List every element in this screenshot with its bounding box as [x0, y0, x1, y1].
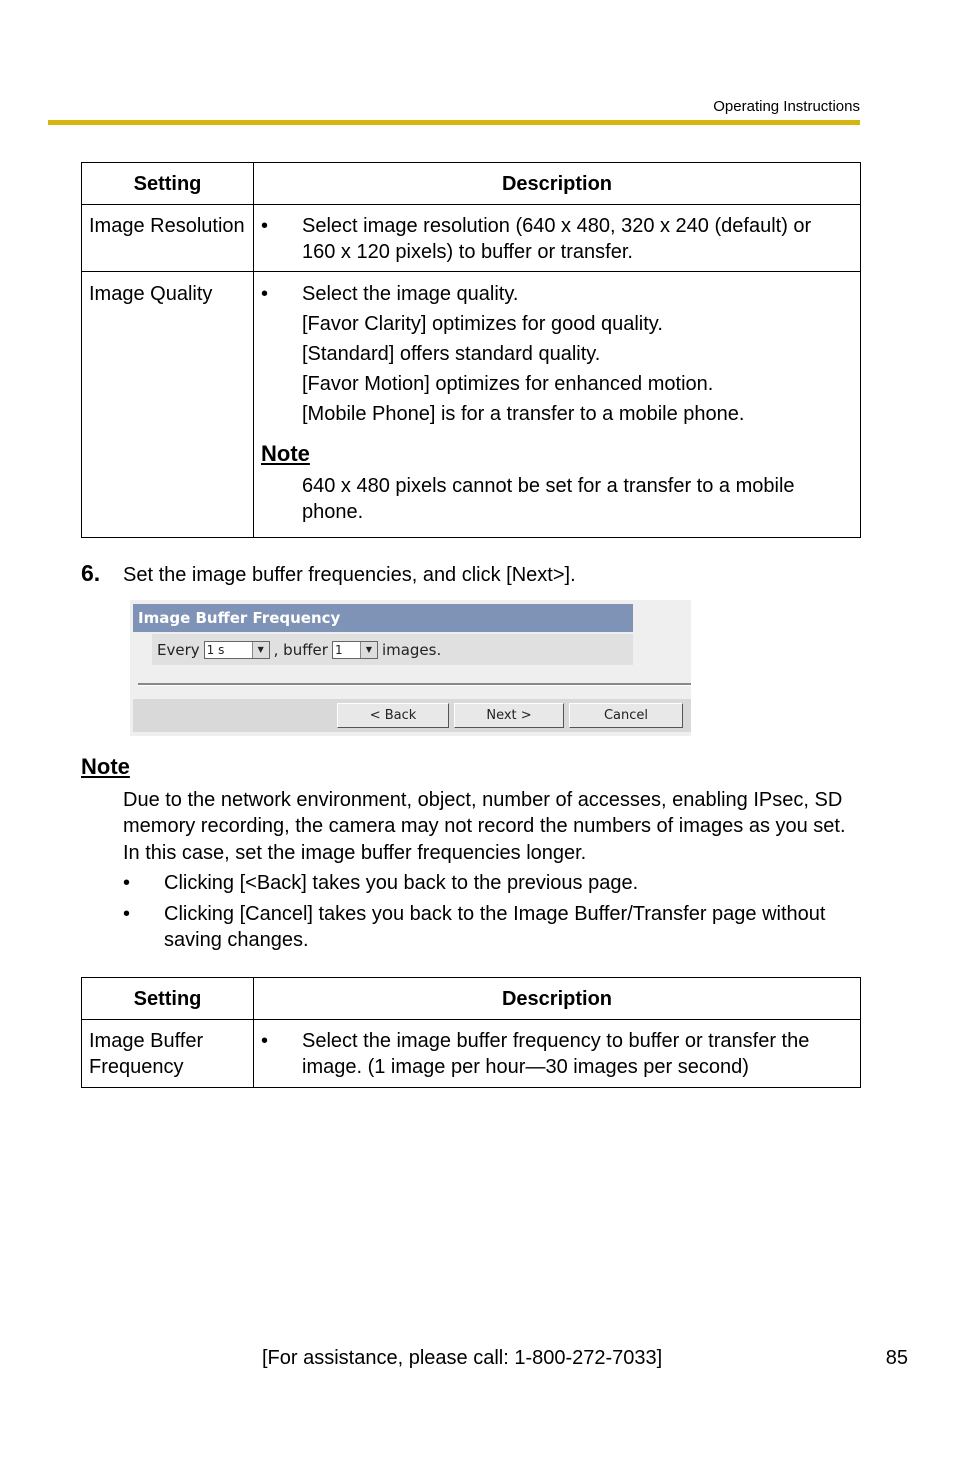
next-button[interactable]: Next >	[454, 703, 564, 728]
chevron-down-icon[interactable]: ▼	[252, 642, 269, 658]
column-header-description: Description	[254, 163, 861, 205]
note-section	[81, 754, 861, 954]
buffer-count-select[interactable]	[332, 641, 378, 659]
table-row	[82, 272, 861, 538]
divider	[138, 683, 691, 686]
bullet-icon: •	[261, 215, 269, 237]
bullet-item	[81, 870, 861, 897]
chevron-down-icon[interactable]: ▼	[360, 642, 377, 658]
assistance-text: [For assistance, please call: 1-800-272-7033]	[262, 1347, 663, 1369]
option-line: [Standard] offers standard quality.	[302, 343, 601, 365]
cancel-button[interactable]: Cancel	[569, 703, 683, 728]
bullet-item	[261, 1028, 850, 1080]
setting-description	[254, 205, 861, 272]
images-label: images.	[381, 640, 442, 659]
option-line: [Mobile Phone] is for a transfer to a mobile phone.	[302, 403, 745, 425]
interval-select[interactable]	[204, 641, 270, 659]
bullet-icon: •	[261, 1030, 269, 1052]
bullet-icon: •	[123, 872, 131, 894]
button-bar	[133, 699, 691, 732]
header-rule	[48, 120, 860, 125]
option-line: [Favor Clarity] optimizes for good quality.	[302, 313, 663, 335]
bullet-text: Select the image quality.	[302, 283, 519, 305]
bullet-icon: •	[123, 902, 131, 925]
bullet-text: Clicking [Cancel] takes you back to the Image Buffer/Transfer page without saving changes.	[164, 902, 826, 951]
step-number: 6.	[81, 560, 101, 586]
bullet-item	[81, 901, 861, 954]
setting-name: Image Resolution	[82, 205, 254, 272]
setting-name: Image Quality	[82, 272, 254, 538]
header-title: Operating Instructions	[713, 98, 860, 115]
settings-table-2	[81, 977, 861, 1088]
column-header-description: Description	[254, 978, 861, 1020]
interval-select-value: 1 s	[206, 642, 225, 657]
buffer-count-select-value: 1	[334, 642, 343, 657]
note-text: 640 x 480 pixels cannot be set for a transfer to a mobile phone.	[302, 475, 795, 523]
note-heading: Note	[261, 441, 310, 466]
note-heading: Note	[81, 754, 130, 779]
bullet-text: Select the image buffer frequency to buffer or transfer the image. (1 image per hour—30 images per second)	[302, 1030, 810, 1078]
option-line: [Favor Motion] optimizes for enhanced motion.	[302, 373, 714, 395]
every-label: Every	[157, 640, 200, 659]
page-number: 85	[885, 1347, 908, 1369]
frequency-row	[152, 634, 633, 665]
bullet-text: Select image resolution (640 x 480, 320 x 240 (default) or 160 x 120 pixels) to buffer or transfer.	[302, 215, 812, 263]
table-row	[82, 205, 861, 272]
setting-description	[254, 1020, 861, 1088]
bullet-text: Clicking [<Back] takes you back to the previous page.	[164, 872, 639, 894]
table-row	[82, 1020, 861, 1088]
bullet-item	[261, 213, 850, 265]
panel-title: Image Buffer Frequency	[133, 604, 633, 632]
column-header-setting: Setting	[82, 978, 254, 1020]
note-paragraph: Due to the network environment, object, number of accesses, enabling IPsec, SD memory recording, the camera may not record the numbers of images as you set. In this case, set the image buffer frequencies longer.	[123, 788, 846, 864]
image-buffer-frequency-panel	[130, 600, 691, 736]
setting-name: Image Buffer Frequency	[82, 1020, 254, 1088]
bullet-item	[261, 281, 850, 307]
step-text: Set the image buffer frequencies, and click [Next>].	[123, 564, 576, 586]
buffer-label: , buffer	[273, 640, 328, 659]
column-header-setting: Setting	[82, 163, 254, 205]
back-button[interactable]: < Back	[337, 703, 449, 728]
setting-description	[254, 272, 861, 538]
settings-table-1	[81, 162, 861, 538]
step-instruction	[81, 560, 576, 587]
bullet-icon: •	[261, 283, 269, 305]
